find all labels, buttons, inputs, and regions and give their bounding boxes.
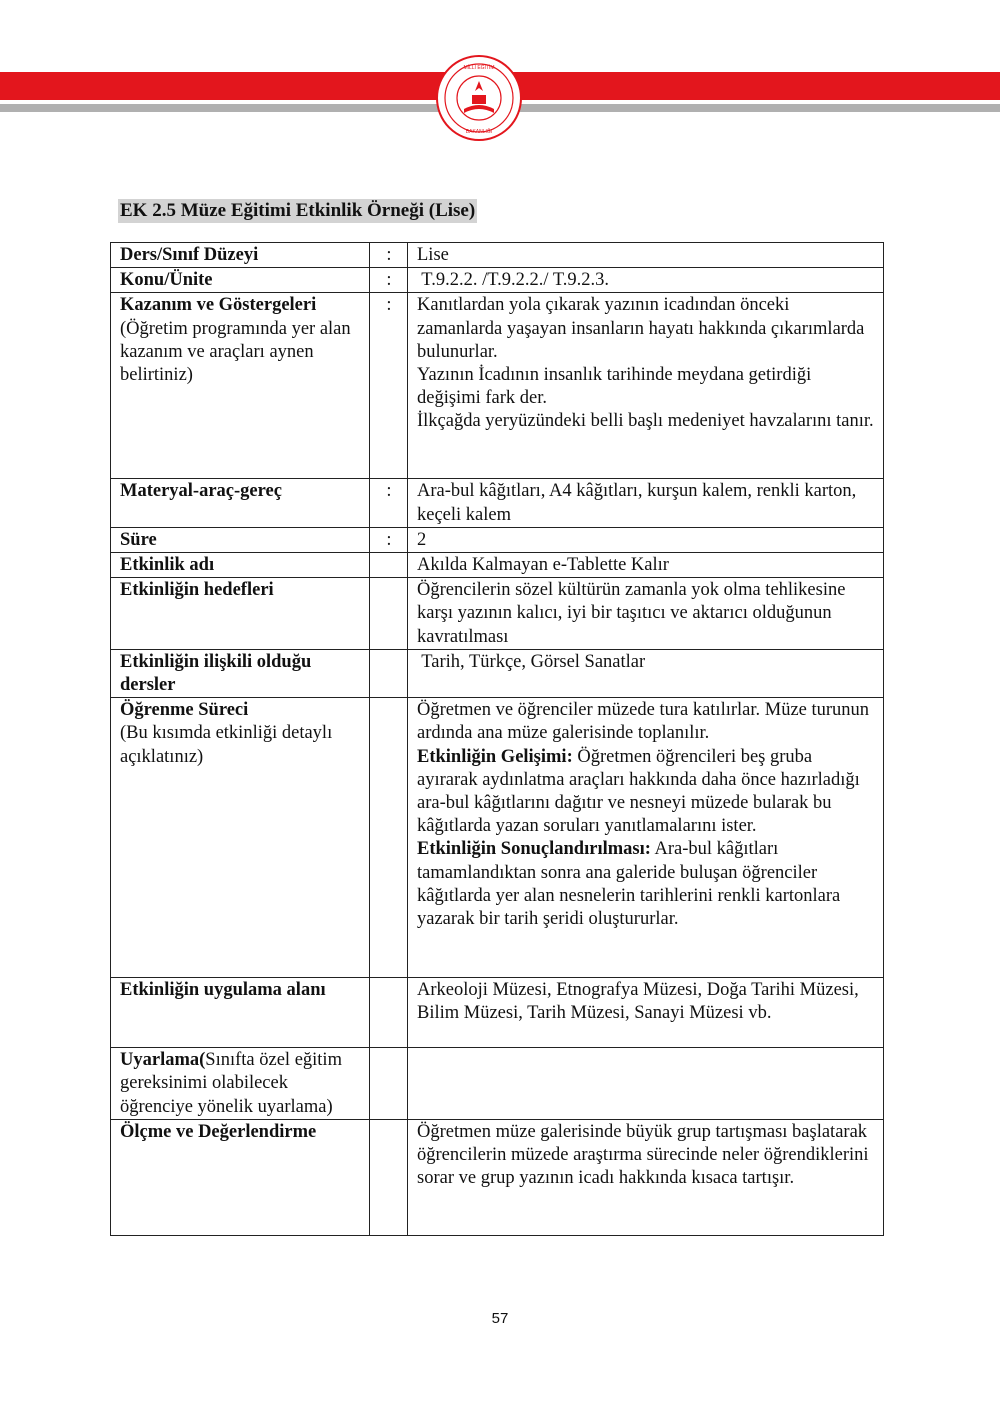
- development-text: Öğretmen öğrencileri beş gruba ayırarak aydınlatma araçları hakkında daha önce hazırladığı ara-bul kâğıtlarını dağıtır ve nesneyi müzede bularak bu kâğıtlarda yazan soruları yanıtlamalarını ister.: [417, 746, 860, 837]
- row-colon: [370, 1048, 408, 1120]
- conclusion-text: Ara-bul kâğıtları tamamlandıktan sonra ana galeride buluşan öğrenciler kâğıtlarda yer alan nesnelerin tarihlerini renkli kartonlara yazarak bir tarih şeridi oluştururlar.: [417, 839, 841, 930]
- row-label: [111, 698, 370, 978]
- table-row: [111, 553, 884, 578]
- row-label-bold: Kazanım ve Göstergeleri: [120, 295, 317, 316]
- row-value: Lise: [408, 243, 884, 268]
- row-colon: [370, 1119, 408, 1235]
- table-row: [111, 527, 884, 552]
- row-colon: :: [370, 268, 408, 293]
- document-title: EK 2.5 Müze Eğitimi Etkinlik Örneği (Lise): [120, 200, 476, 221]
- meb-logo-icon: [436, 55, 522, 141]
- process-intro: Öğretmen ve öğrenciler müzede tura katılırlar. Müze turunun ardında ana müze galerisinde toplanılır.: [417, 700, 870, 744]
- row-label: Ders/Sınıf Düzeyi: [111, 243, 370, 268]
- table-row: [111, 243, 884, 268]
- development-label: Etkinliğin Gelişimi:: [417, 746, 573, 767]
- outcome-line: Kanıtlardan yola çıkarak yazının icadından önceki zamanlarda yaşayan insanların hayatı hakkında çıkarımlarda bulunurlar.: [417, 295, 865, 362]
- row-value: [408, 1048, 884, 1120]
- row-label: Etkinliğin hedefleri: [111, 578, 370, 650]
- row-colon: :: [370, 479, 408, 527]
- row-value: [408, 293, 884, 479]
- row-label: Konu/Ünite: [111, 268, 370, 293]
- svg-text:BAKANLIĞI: BAKANLIĞI: [465, 129, 493, 135]
- row-label: Etkinliğin ilişkili olduğu dersler: [111, 649, 370, 697]
- row-value: T.9.2.2. /T.9.2.2./ T.9.2.3.: [408, 268, 884, 293]
- row-colon: [370, 578, 408, 650]
- row-value: Akılda Kalmayan e-Tablette Kalır: [408, 553, 884, 578]
- process-conclusion: [417, 838, 875, 931]
- row-label: Etkinliğin uygulama alanı: [111, 978, 370, 1048]
- row-colon: :: [370, 293, 408, 479]
- table-row: [111, 698, 884, 978]
- table-row: [111, 293, 884, 479]
- row-label: [111, 293, 370, 479]
- row-value: Ara-bul kâğıtları, A4 kâğıtları, kurşun kalem, renkli karton, keçeli kalem: [408, 479, 884, 527]
- table-row: [111, 479, 884, 527]
- process-development: [417, 746, 875, 839]
- row-value: Tarih, Türkçe, Görsel Sanatlar: [408, 649, 884, 697]
- row-label: Etkinlik adı: [111, 553, 370, 578]
- row-colon: [370, 978, 408, 1048]
- conclusion-label: Etkinliğin Sonuçlandırılması:: [417, 839, 651, 860]
- row-label: Süre: [111, 527, 370, 552]
- outcome-line: Yazının İcadının insanlık tarihinde meydana getirdiği değişimi fark der.: [417, 365, 812, 409]
- row-label: Ölçme ve Değerlendirme: [111, 1119, 370, 1235]
- row-colon: [370, 698, 408, 978]
- row-label-bold: Uyarlama(: [120, 1050, 206, 1071]
- table-row: [111, 578, 884, 650]
- activity-table: [110, 242, 884, 1236]
- table-row: [111, 1119, 884, 1235]
- row-colon: :: [370, 243, 408, 268]
- row-label-note: Sınıfta özel eğitim gereksinimi olabilecek öğrenciye yönelik uyarlama): [120, 1050, 342, 1117]
- row-label-bold: Öğrenme Süreci: [120, 700, 249, 721]
- row-value: [408, 698, 884, 978]
- row-colon: [370, 553, 408, 578]
- row-value: Öğretmen müze galerisinde büyük grup tartışması başlatarak öğrencilerin müzede araştırma sürecinde neler öğrendiklerini sorar ve grup yazının icadı hakkında kısaca tartışır.: [408, 1119, 884, 1235]
- row-label-note: (Bu kısımda etkinliği detaylı açıklatınız): [120, 723, 333, 767]
- table-row: [111, 1048, 884, 1120]
- row-colon: [370, 649, 408, 697]
- row-label: Materyal-araç-gereç: [111, 479, 370, 527]
- table-row: [111, 649, 884, 697]
- row-value: 2: [408, 527, 884, 552]
- row-value: Arkeoloji Müzesi, Etnografya Müzesi, Doğa Tarihi Müzesi, Bilim Müzesi, Tarih Müzesi, Sanayi Müzesi vb.: [408, 978, 884, 1048]
- page-number: 57: [491, 1310, 509, 1327]
- table-row: [111, 268, 884, 293]
- row-label: [111, 1048, 370, 1120]
- table-row: [111, 978, 884, 1048]
- svg-text:MİLLÎ EĞİTİM: MİLLÎ EĞİTİM: [463, 65, 495, 71]
- row-label-note: (Öğretim programında yer alan kazanım ve araçları aynen belirtiniz): [120, 318, 351, 386]
- row-value: Öğrencilerin sözel kültürün zamanla yok olma tehlikesine karşı yazının kalıcı, iyi bir taşıtıcı ve aktarıcı olduğunun kavratılması: [408, 578, 884, 650]
- outcome-line: İlkçağda yeryüzündeki belli başlı medeniyet havzalarını tanır.: [417, 411, 874, 432]
- row-colon: :: [370, 527, 408, 552]
